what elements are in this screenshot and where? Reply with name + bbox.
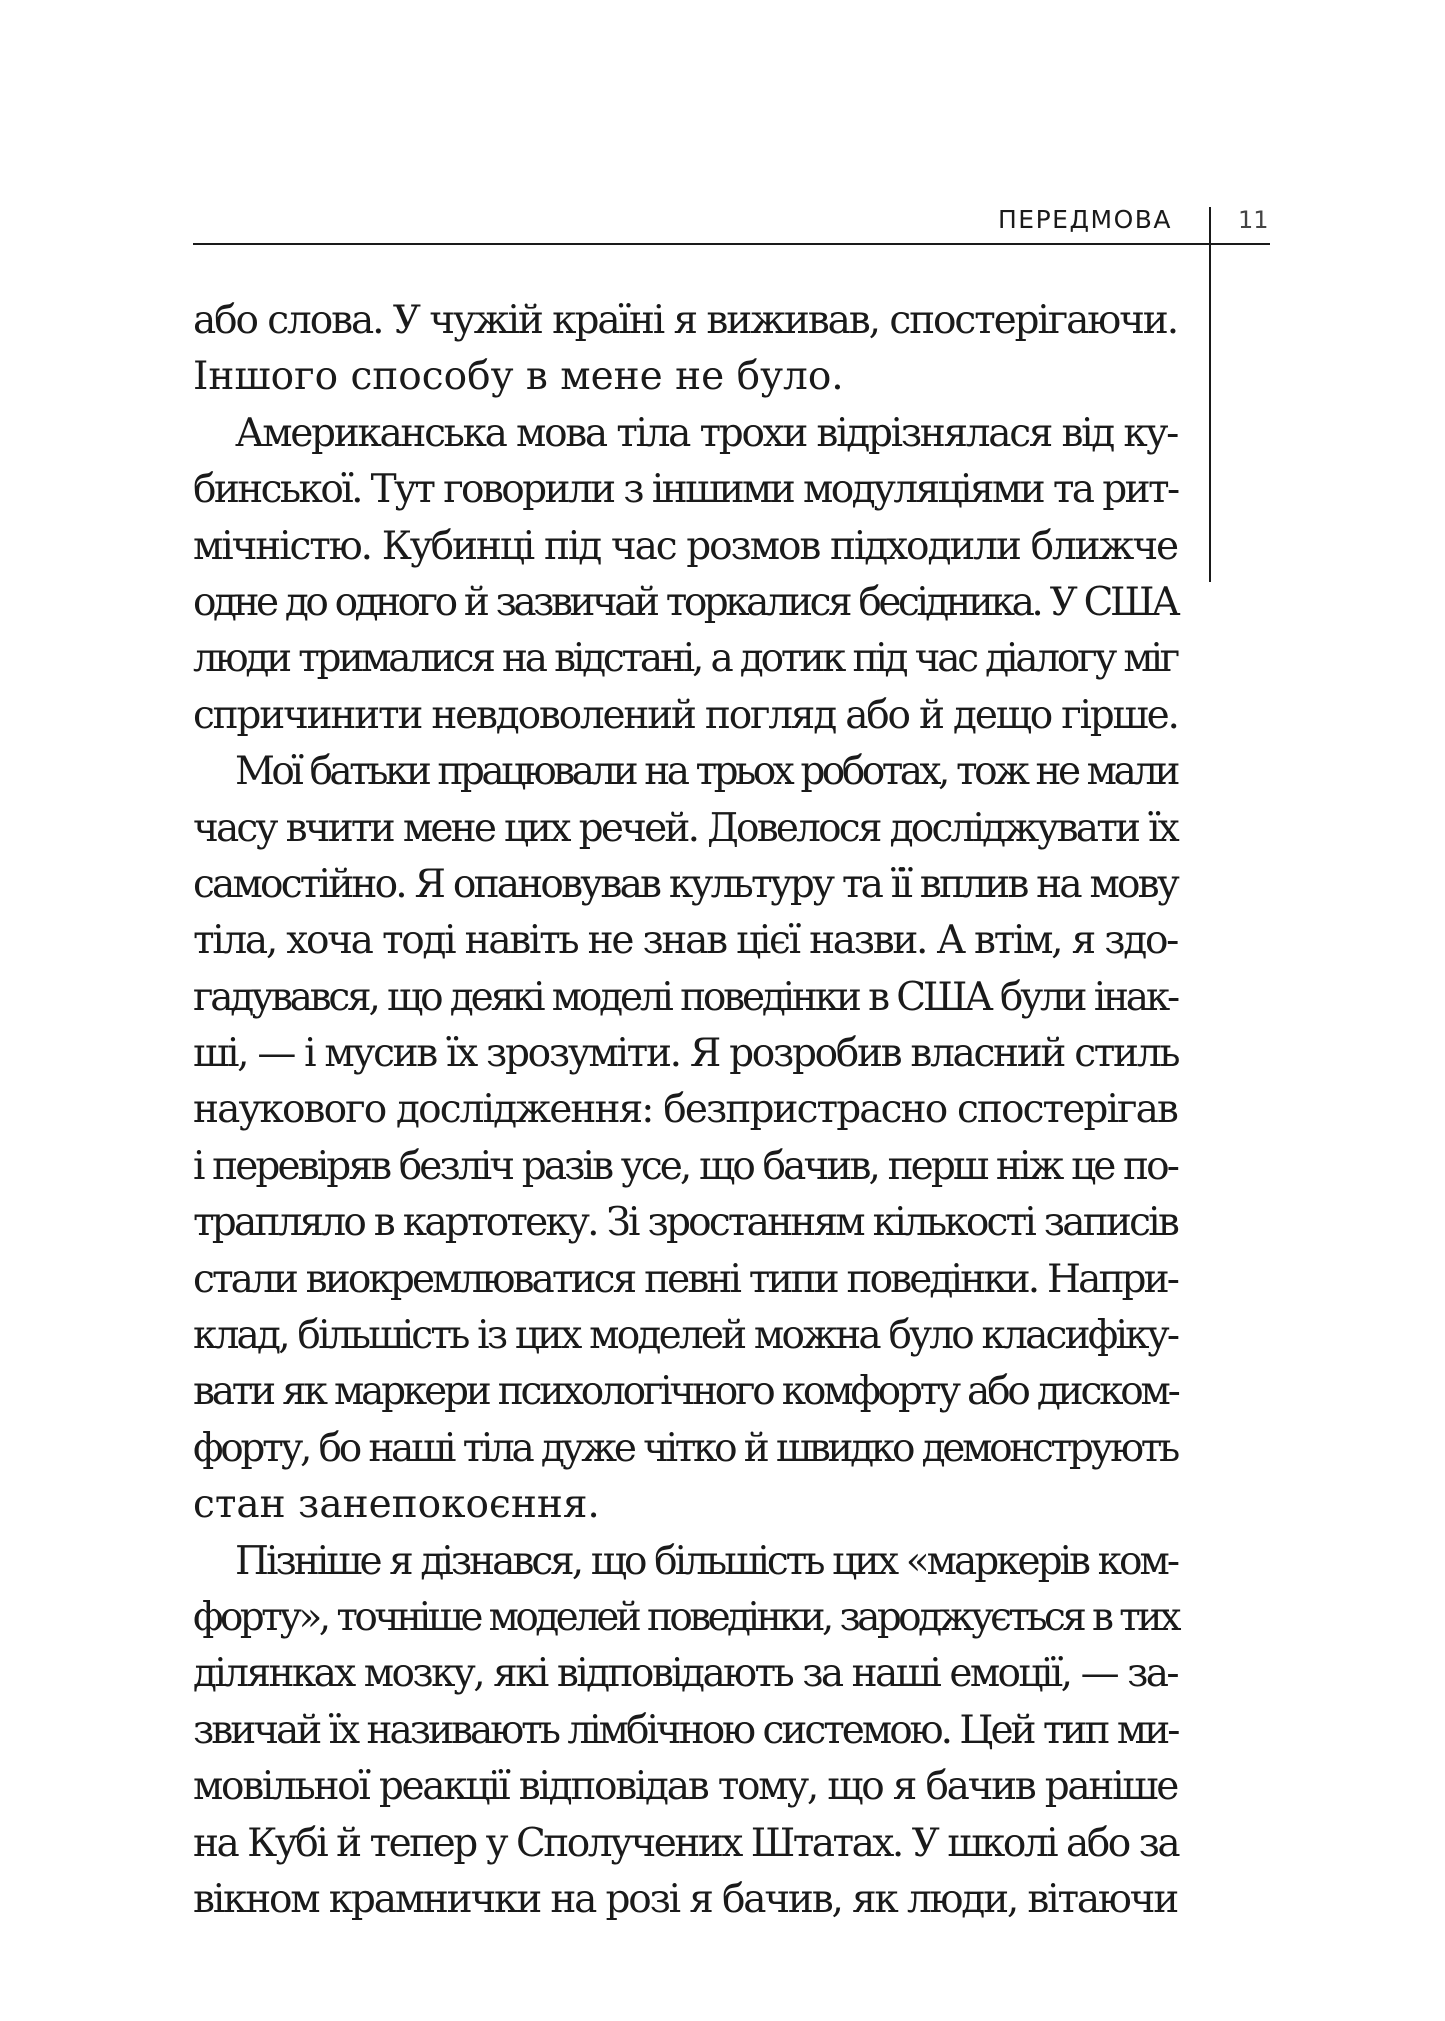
text-line: і перевіряв безліч разів усе, що бачив, перш ніж це по- bbox=[193, 1143, 1177, 1189]
text-line: або слова. У чужій країні я виживав, спостерігаючи. bbox=[193, 298, 1177, 343]
text-line: Пізніше я дізнався, що більшість цих «маркерів ком- bbox=[235, 1538, 1177, 1584]
text-line: форту, бо наші тіла дуже чітко й швидко демонструють bbox=[193, 1425, 1177, 1471]
text-line: Іншого способу в мене не було. bbox=[193, 354, 844, 400]
text-line: бинської. Тут говорили з іншими модуляціями та рит- bbox=[193, 467, 1178, 513]
text-line: звичай їх називають лімбічною системою. Цей тип ми- bbox=[193, 1707, 1178, 1753]
page-number: 11 bbox=[1238, 206, 1269, 234]
text-line: ділянках мозку, які відповідають за наші емоції, — за- bbox=[193, 1651, 1177, 1697]
text-line: спричинити невдоволений погляд або й дещо гірше. bbox=[193, 692, 1178, 738]
text-line: часу вчити мене цих речей. Довелося досліджувати їх bbox=[193, 805, 1177, 851]
text-line: стан занепокоєння. bbox=[193, 1482, 600, 1528]
text-line: форту», точніше моделей поведінки, зароджується в тих bbox=[193, 1594, 1178, 1640]
header-rule bbox=[193, 243, 1270, 245]
text-line: самостійно. Я опановував культуру та її вплив на мову bbox=[193, 861, 1177, 907]
text-line: люди трималися на відстані, а дотик під час діалогу міг bbox=[193, 636, 1177, 682]
text-line: мічністю. Кубинці під час розмов підходили ближче bbox=[193, 523, 1177, 569]
text-line: Американська мова тіла трохи відрізнялася від ку- bbox=[235, 410, 1177, 456]
text-line: тіла, хоча тоді навіть не знав цієї назви. А втім, я здо- bbox=[193, 918, 1177, 964]
text-line: стали виокремлюватися певні типи поведінки. Напри- bbox=[193, 1256, 1177, 1302]
text-line: трапляло в картотеку. Зі зростанням кількості записів bbox=[193, 1200, 1177, 1246]
text-line: Мої батьки працювали на трьох роботах, тож не мали bbox=[235, 749, 1177, 795]
text-line: клад, більшість із цих моделей можна було класифіку- bbox=[193, 1313, 1178, 1359]
text-line: вікном крамнички на розі я бачив, як люди, вітаючи bbox=[193, 1876, 1177, 1922]
text-line: мовільної реакції відповідав тому, що я бачив раніше bbox=[193, 1764, 1177, 1810]
header-vertical-divider bbox=[1209, 207, 1211, 582]
text-line: ші, — і мусив їх зрозуміти. Я розробив власний стиль bbox=[193, 1031, 1179, 1077]
text-line: гадувався, що деякі моделі поведінки в США були інак- bbox=[193, 974, 1177, 1020]
text-line: одне до одного й зазвичай торкалися бесідника. У США bbox=[193, 579, 1177, 625]
text-line: на Кубі й тепер у Сполучених Штатах. У школі або за bbox=[193, 1820, 1179, 1866]
running-header-title: ПЕРЕДМОВА bbox=[998, 205, 1172, 234]
body-text bbox=[193, 293, 1177, 1928]
text-line: наукового дослідження: безпристрасно спостерігав bbox=[193, 1087, 1177, 1133]
text-line: вати як маркери психологічного комфорту або диском- bbox=[193, 1369, 1178, 1415]
